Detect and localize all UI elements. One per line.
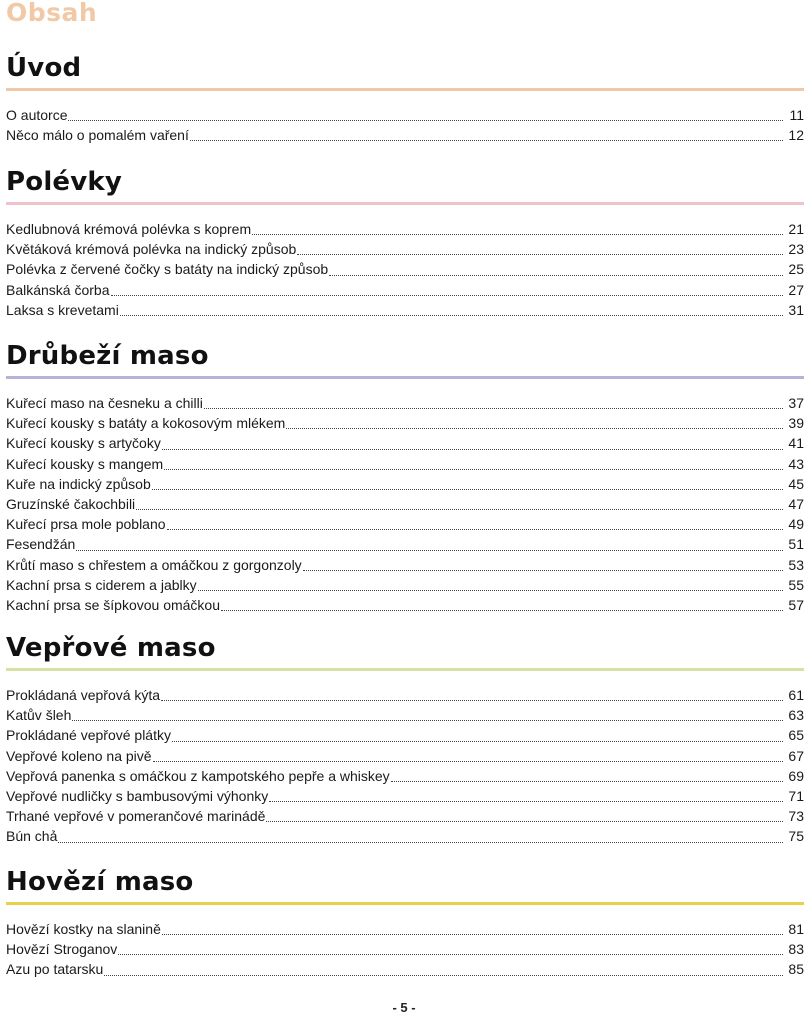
section-hovezi-maso	[6, 866, 804, 980]
dot-leader	[329, 275, 783, 276]
toc-entry[interactable]	[6, 555, 804, 575]
entry-title: Kuřecí prsa mole poblano	[6, 516, 166, 533]
entry-page: 75	[788, 828, 804, 845]
toc-entry[interactable]	[6, 433, 804, 453]
dot-leader	[252, 234, 783, 235]
dot-leader	[391, 781, 783, 782]
section-uvod	[6, 52, 804, 145]
section-drubezi-maso	[6, 340, 804, 615]
entry-page: 47	[788, 495, 804, 512]
entry-title: Laksa s krevetami	[6, 301, 119, 318]
section-rule	[6, 668, 804, 671]
entry-title: Vepřové nudličky s bambusovými výhonky	[6, 787, 269, 804]
entry-title: Krůtí maso s chřestem a omáčkou z gorgonzoly	[6, 556, 302, 573]
entry-title: Kuřecí maso na česneku a chilli	[6, 395, 203, 411]
dot-leader	[120, 315, 783, 316]
entry-page: 57	[788, 596, 804, 613]
dot-leader	[162, 449, 783, 450]
entry-page: 85	[788, 961, 804, 978]
entry-page: 21	[788, 221, 804, 237]
section-rule	[6, 376, 804, 379]
section-heading: Drůbeží maso	[6, 341, 209, 371]
entry-page: 53	[788, 556, 804, 573]
page-number: - 5 -	[392, 1000, 416, 1015]
dot-leader	[76, 550, 783, 551]
entry-page: 27	[788, 281, 804, 298]
entry-title: Polévka z červené čočky s batáty na indický způsob	[6, 261, 329, 278]
entry-title: Kachní prsa s ciderem a jablky	[6, 576, 197, 593]
section-heading: Vepřové maso	[6, 633, 216, 663]
dot-leader	[221, 610, 783, 611]
entry-page: 43	[788, 455, 804, 472]
entry-title: Trhané vepřové v pomerančové marinádě	[6, 808, 266, 825]
dot-leader	[58, 842, 783, 843]
toc-entry[interactable]	[6, 239, 804, 259]
entry-title: O autorce	[6, 107, 68, 123]
toc-entry[interactable]	[6, 685, 804, 705]
toc-entry[interactable]	[6, 125, 804, 145]
entry-page: 37	[788, 395, 804, 411]
toc-entry[interactable]	[6, 393, 804, 413]
entry-title: Fesendžán	[6, 536, 76, 553]
dot-leader	[162, 934, 783, 935]
dot-leader	[172, 741, 783, 742]
section-veprove-maso	[6, 632, 804, 847]
dot-leader	[104, 975, 783, 976]
entry-title: Květáková krémová polévka na indický způsob	[6, 241, 297, 258]
page-title: Obsah	[6, 0, 98, 27]
entry-list	[6, 393, 804, 615]
entry-page: 65	[788, 727, 804, 744]
section-heading: Úvod	[6, 53, 82, 83]
toc-entry[interactable]	[6, 806, 804, 826]
toc-entry[interactable]	[6, 454, 804, 474]
entry-title: Kachní prsa se šípkovou omáčkou	[6, 596, 221, 613]
entry-list	[6, 919, 804, 980]
entry-title: Kuřecí kousky s batáty a kokosovým mlékem	[6, 415, 286, 432]
section-heading: Hovězí maso	[6, 867, 194, 897]
dot-leader	[136, 509, 783, 510]
entry-page: 73	[788, 808, 804, 825]
entry-page: 71	[788, 787, 804, 804]
toc-entry[interactable]	[6, 939, 804, 959]
entry-title: Azu po tatarsku	[6, 961, 104, 978]
dot-leader	[161, 700, 783, 701]
dot-leader	[204, 408, 783, 409]
entry-list	[6, 685, 804, 847]
section-heading: Polévky	[6, 167, 123, 197]
entry-page: 67	[788, 747, 804, 764]
toc-entry[interactable]	[6, 219, 804, 239]
entry-list	[6, 105, 804, 145]
entry-page: 31	[788, 301, 804, 318]
entry-page: 83	[788, 941, 804, 958]
entry-page: 63	[788, 707, 804, 724]
toc-entry[interactable]	[6, 280, 804, 300]
dot-leader	[152, 489, 783, 490]
entry-page: 25	[788, 261, 804, 278]
dot-leader	[190, 140, 783, 141]
entry-title: Balkánská čorba	[6, 281, 110, 298]
entry-title: Hovězí Stroganov	[6, 941, 118, 958]
section-polevky	[6, 166, 804, 320]
dot-leader	[153, 761, 783, 762]
entry-page: 61	[788, 687, 804, 703]
toc-entry[interactable]	[6, 300, 804, 320]
entry-page: 23	[788, 241, 804, 258]
entry-page: 12	[788, 127, 804, 144]
dot-leader	[68, 120, 783, 121]
dot-leader	[286, 428, 783, 429]
toc-entry[interactable]	[6, 413, 804, 433]
entry-title: Vepřové koleno na pivě	[6, 747, 152, 764]
section-rule	[6, 202, 804, 205]
toc-entry[interactable]	[6, 746, 804, 766]
entry-title: Prokládané vepřové plátky	[6, 727, 171, 744]
toc-entry[interactable]	[6, 595, 804, 615]
toc-entry[interactable]	[6, 534, 804, 554]
dot-leader	[72, 720, 783, 721]
entry-title: Vepřová panenka s omáčkou z kampotského pepře a whiskey	[6, 767, 390, 784]
toc-entry[interactable]	[6, 474, 804, 494]
entry-title: Kuřecí kousky s artyčoky	[6, 435, 161, 452]
toc-entry[interactable]	[6, 105, 804, 125]
entry-page: 51	[788, 536, 804, 553]
entry-page: 55	[788, 576, 804, 593]
entry-page: 45	[788, 475, 804, 492]
toc-entry[interactable]	[6, 575, 804, 595]
toc-entry[interactable]	[6, 919, 804, 939]
section-rule	[6, 902, 804, 905]
dot-leader	[111, 295, 783, 296]
dot-leader	[303, 570, 783, 571]
dot-leader	[269, 801, 783, 802]
entry-page: 39	[788, 415, 804, 432]
entry-title: Něco málo o pomalém vaření	[6, 127, 189, 144]
entry-page: 81	[788, 921, 804, 937]
toc-entry[interactable]	[6, 514, 804, 534]
entry-list	[6, 219, 804, 320]
toc-entry[interactable]	[6, 959, 804, 979]
dot-leader	[164, 469, 783, 470]
toc-entry[interactable]	[6, 259, 804, 279]
toc-entry[interactable]	[6, 826, 804, 846]
entry-title: Kedlubnová krémová polévka s koprem	[6, 221, 252, 237]
toc-entry[interactable]	[6, 786, 804, 806]
toc-entry[interactable]	[6, 494, 804, 514]
entry-page: 69	[788, 767, 804, 784]
entry-title: Prokládaná vepřová kýta	[6, 687, 161, 703]
entry-title: Gruzínské čakochbili	[6, 495, 136, 512]
entry-title: Hovězí kostky na slanině	[6, 921, 161, 937]
toc-entry[interactable]	[6, 725, 804, 745]
entry-page: 11	[789, 107, 804, 123]
entry-title: Kuře na indický způsob	[6, 475, 151, 492]
entry-page: 41	[788, 435, 804, 452]
toc-entry[interactable]	[6, 705, 804, 725]
dot-leader	[266, 821, 783, 822]
entry-title: Katův šleh	[6, 707, 72, 724]
dot-leader	[167, 529, 783, 530]
dot-leader	[118, 954, 783, 955]
entry-page: 49	[788, 516, 804, 533]
toc-entry[interactable]	[6, 766, 804, 786]
entry-title: Bún chả	[6, 828, 58, 845]
dot-leader	[297, 254, 783, 255]
section-rule	[6, 88, 804, 91]
dot-leader	[198, 590, 783, 591]
entry-title: Kuřecí kousky s mangem	[6, 455, 164, 472]
